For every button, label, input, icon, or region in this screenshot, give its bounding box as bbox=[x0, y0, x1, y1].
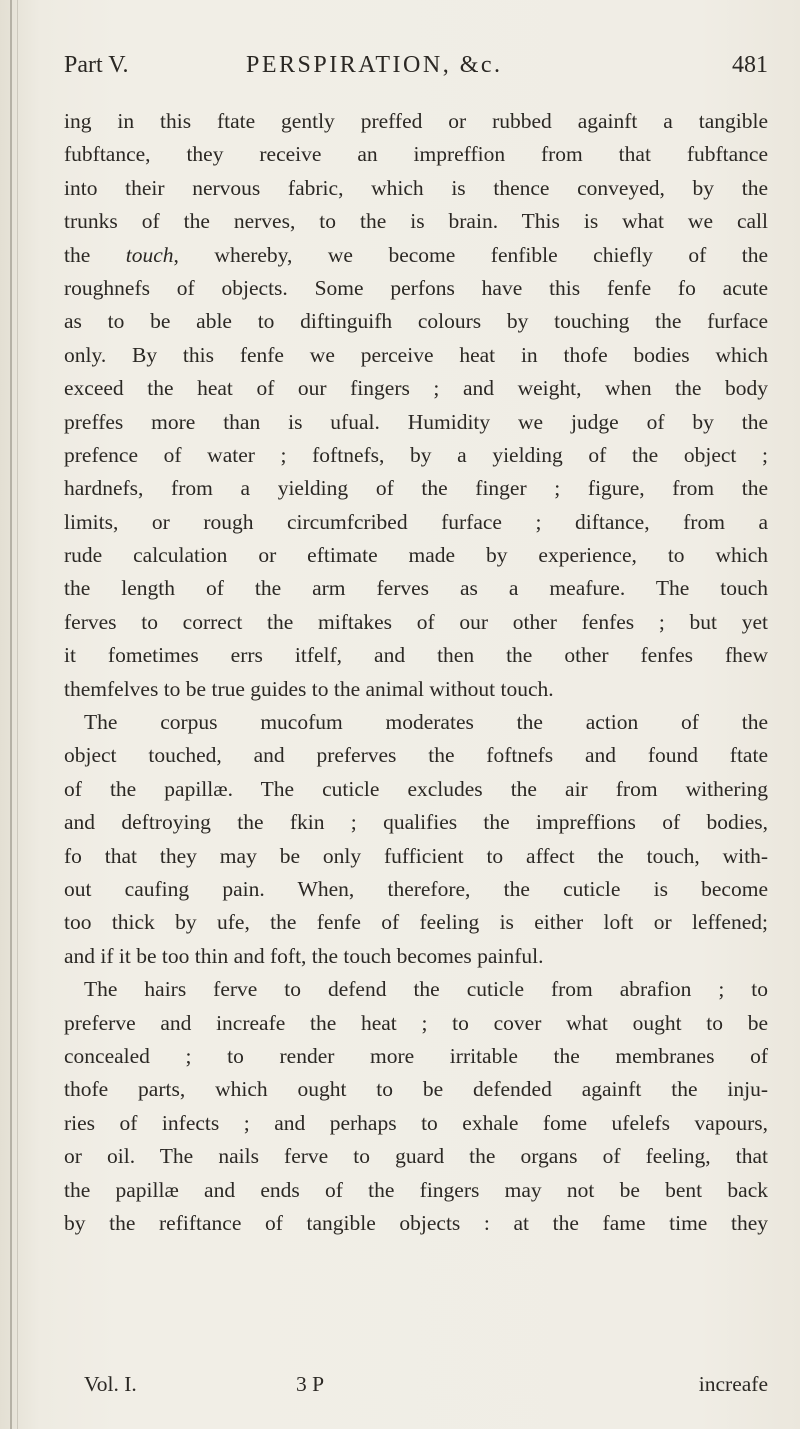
signature-mark: 3 P bbox=[296, 1372, 325, 1396]
text-line: preferve and increafe the heat ; to cover what ought to be bbox=[64, 1010, 768, 1035]
binding-gutter-line-secondary bbox=[17, 0, 18, 1429]
text-line: the papillæ and ends of the fingers may not be bent back bbox=[64, 1177, 768, 1202]
text-line: roughnefs of objects. Some perfons have this fenfe fo acute bbox=[64, 275, 768, 300]
paragraph-start-line: The hairs ferve to defend the cuticle from abrafion ; to bbox=[84, 977, 768, 1002]
text-line: prefence of water ; foftnefs, by a yielding of the object ; bbox=[64, 442, 768, 467]
text-line: preffes more than is ufual. Humidity we judge of by the bbox=[64, 409, 768, 434]
text-line: object touched, and preferves the foftnefs and found ftate bbox=[64, 743, 768, 768]
body-text bbox=[64, 105, 768, 1240]
text-line: only. By this fenfe we perceive heat in thofe bodies which bbox=[64, 342, 768, 367]
volume-label: Vol. I. bbox=[84, 1372, 137, 1396]
text-line: fo that they may be only fufficient to affect the touch, with- bbox=[64, 843, 768, 868]
running-header bbox=[64, 52, 768, 92]
text-line: out caufing pain. When, therefore, the cuticle is become bbox=[64, 876, 768, 901]
catchword: increafe bbox=[698, 1372, 768, 1396]
text-line: the length of the arm ferves as a meafure. The touch bbox=[64, 576, 768, 601]
text-line-touch bbox=[64, 239, 768, 272]
italic-term: touch bbox=[125, 242, 174, 267]
header-title: PERSPIRATION, &c. bbox=[246, 52, 503, 78]
text-line: too thick by ufe, the fenfe of feeling is either loft or leffened; bbox=[64, 910, 768, 935]
text-line: into their nervous fabric, which is thence conveyed, by the bbox=[64, 175, 768, 200]
header-part: Part V. bbox=[64, 52, 129, 78]
text-line: rude calculation or eftimate made by experience, to which bbox=[64, 543, 768, 568]
text-line: fubftance, they receive an impreffion from that fubftance bbox=[64, 142, 768, 167]
text-line: limits, or rough circumfcribed furface ; diftance, from a bbox=[64, 509, 768, 534]
text-line: and if it be too thin and foft, the touch becomes painful. bbox=[64, 943, 544, 968]
text-line: ries of infects ; and perhaps to exhale fome ufelefs vapours, bbox=[64, 1110, 768, 1135]
text-line: hardnefs, from a yielding of the finger ; figure, from the bbox=[64, 476, 768, 501]
binding-gutter-line bbox=[10, 0, 12, 1429]
text-line: themfelves to be true guides to the animal without touch. bbox=[64, 676, 554, 701]
text-line: it fometimes errs itfelf, and then the other fenfes fhew bbox=[64, 643, 768, 668]
text-line: or oil. The nails ferve to guard the organs of feeling, that bbox=[64, 1144, 768, 1169]
text-line-content: the touch, whereby, we become fenfible chiefly of the bbox=[64, 242, 768, 267]
text-line: and deftroying the fkin ; qualifies the impreffions of bodies, bbox=[64, 810, 768, 835]
text-line: ing in this ftate gently preffed or rubbed againft a tangible bbox=[64, 109, 768, 133]
text-line: as to be able to diftinguifh colours by touching the furface bbox=[64, 309, 768, 334]
text-line: concealed ; to render more irritable the membranes of bbox=[64, 1043, 768, 1068]
text-line: by the refiftance of tangible objects : at the fame time they bbox=[64, 1210, 768, 1235]
text-line: of the papillæ. The cuticle excludes the air from withering bbox=[64, 776, 768, 801]
page-number: 481 bbox=[732, 52, 768, 78]
text-line: thofe parts, which ought to be defended againft the inju- bbox=[64, 1077, 768, 1102]
text-line: ferves to correct the miftakes of our other fenfes ; but yet bbox=[64, 609, 768, 634]
paragraph-start-line: The corpus mucofum moderates the action of the bbox=[84, 710, 768, 735]
text-line: trunks of the nerves, to the is brain. This is what we call bbox=[64, 209, 768, 234]
text-line: exceed the heat of our fingers ; and weight, when the body bbox=[64, 376, 768, 401]
page-footer bbox=[64, 1372, 768, 1406]
